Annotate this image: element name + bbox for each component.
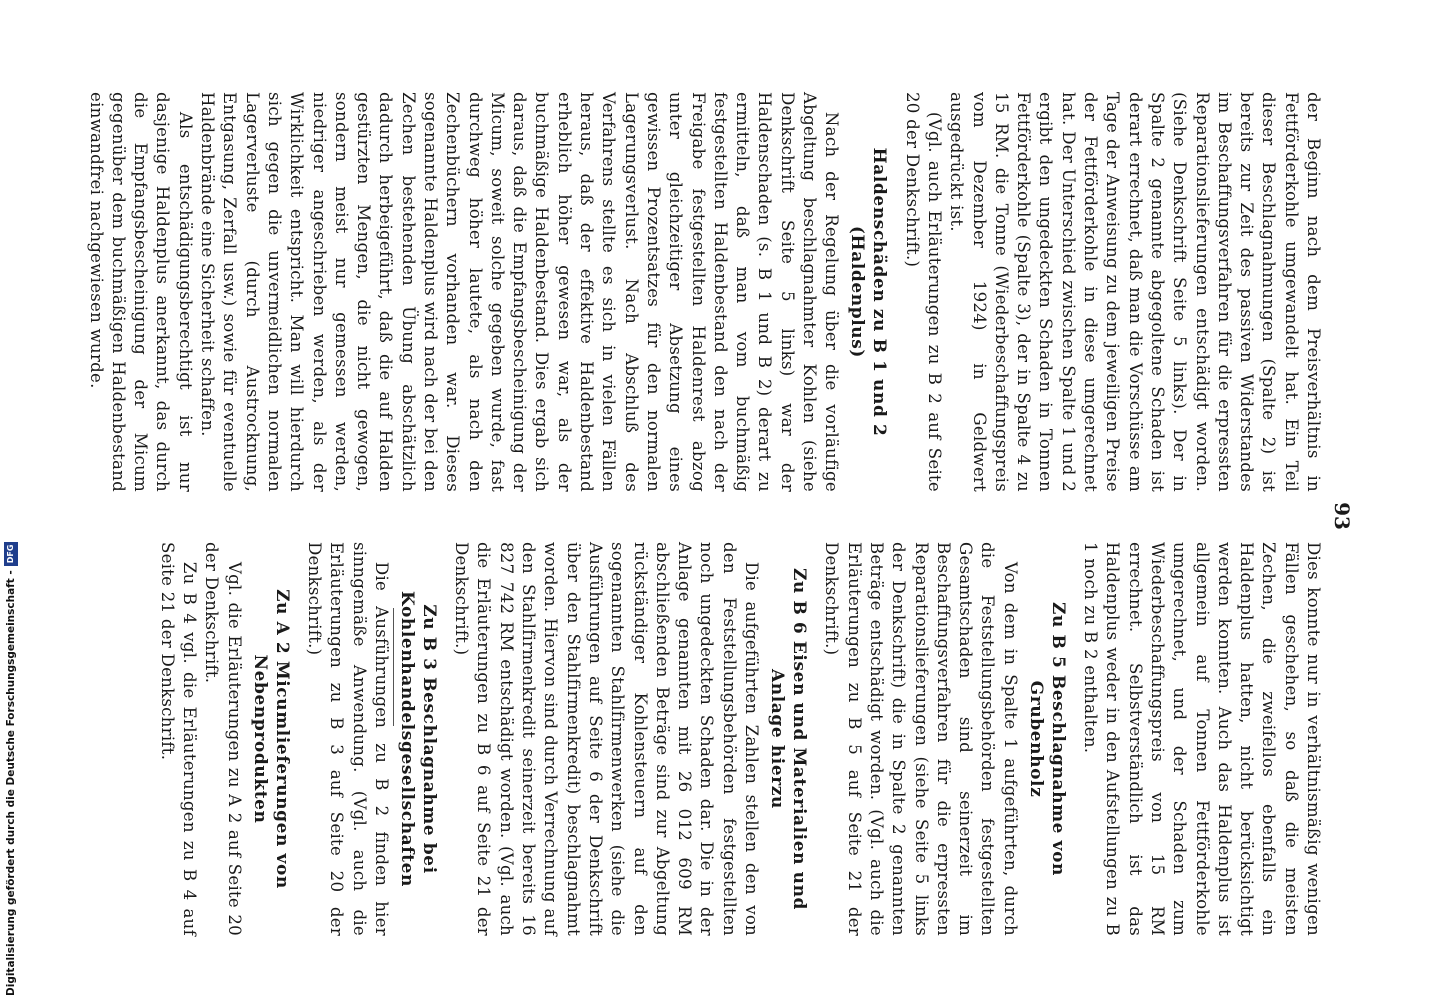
b5-paragraph: Von dem in Spalte 1 aufgeführten, durch die Feststellungsbehörden festgestellten Gesamtschaden sind seinerzeit im Beschaffungsverfahren für die erpressten Reparationslieferungen (siehe Seite 5 links der Denkschrift) die in Spalte 2 genannten Beträge entschädigt worden. (Vgl. auch die Erläuterungen zu B 5 auf Seite 21 der Denkschrift.) bbox=[822, 542, 1020, 936]
haldenschaeden-paragraph-1: Nach der Regelung über die vorläufige Abgeltung beschlagnahmter Kohlen (siehe Denkschrift Seite 5 links) war der Haldenschaden (s. B 1 und B 2) derart zu ermitteln, daß man vom buchmäßig festgestellten Haldenbestand den nach der Freigabe festgestellten Haldenrest abzog unter gleichzeitiger Absetzung eines gewissen Prozentsatzes für den normalen Lagerungsverlust. Nach Abschluß des Verfahrens stellte es sich in vielen Fällen heraus, daß der effektive Haldenbestand erheblich höher gewesen war, als der buchmäßige Haldenbestand. Dies ergab sich daraus, daß die Empfangsbescheinigung der Micum, soweit solche gegeben wurde, fast durchweg höher lautete, als nach den Zechenbüchern vorhanden war. Dieses sogenannte Haldenplus wird nach der bei den Zechen bestehenden Übung abschätzlich dadurch herbeigeführt, daß die auf Halden gestürzten Mengen, die nicht gewogen, sondern meist nur gemessen werden, niedriger angeschrieben werden, als der Wirklichkeit entspricht. Man will hierdurch sich gegen die unvermeidlichen normalen Lagerverluste (durch Austrocknung, Entgasung, Zerfall usw.) sowie für eventuelle Haldenbrände eine Sicherheit schaffen. bbox=[198, 92, 842, 492]
heading-b5: Zu B 5 Beschlagnahme von Grubenholz bbox=[1025, 602, 1068, 876]
left-intro-paragraph: der Beginn nach dem Preisverhältnis in Fettförderkohle umgewandelt hat. Ein Teil dieser Beschlagnahmungen (Spalte 2) ist bereits zur Zeit des passiven Widerstandes im Beschaffungsverfahren für die erpressten Reparationslieferungen entschädigt worden. (Siehe Denkschrift Seite 5 links). Der in Spalte 2 genannte abgegoltene Schaden ist derart errechnet, daß man die Vorschüsse am Tage der Anweisung zu dem jeweiligen Preise der Fettförderkohle in diese umgerechnet hat. Der Unterschied zwischen Spalte 1 und 2 ergibt den ungedeckten Schaden in Tonnen Fettförderkohle (Spalte 3), der in Spalte 4 zu 15 RM. die Tonne (Wiederbeschaffungspreis vom Dezember 1924) in Geldwert ausgedrückt ist. bbox=[947, 92, 1323, 492]
dfg-logo: DFG bbox=[4, 542, 18, 567]
margin-rule bbox=[393, 608, 394, 726]
a2-paragraph: Vgl. die Erläuterungen zu A 2 auf Seite 20 der Denkschrift. bbox=[202, 542, 244, 936]
credit-text: Digitalisierung gefördert durch die Deutsche Forschungsgemeinschaft - bbox=[5, 570, 17, 996]
heading-b6: Zu B 6 Eisen und Materialien und Anlage hierzu bbox=[767, 567, 810, 911]
heading-haldenschaeden: Haldenschäden zu B 1 und 2 (Haldenplus) bbox=[847, 147, 890, 437]
right-intro-paragraph: Dies konnte nur in verhältnismäßig wenigen Fällen geschehen, so daß die meisten Zechen, die zweifellos ebenfalls ein Haldenplus hatten, nicht berücksichtigt werden konnten. Auch das Haldenplus ist allgemein auf Tonnen Fettförderkohle umgerechnet, und der Schaden zum Wiederbeschaffungspreis von 15 RM errechnet. Selbstverständlich ist das Haldenplus weder in den Aufstellungen zu B 1 noch zu B 2 enthalten. bbox=[1081, 542, 1323, 936]
b3-paragraph: Die Ausführungen zu B 2 finden hier sinngemäße Anwendung. (Vgl. auch die Erläuterungen zu B 3 auf Seite 20 der Denkschrift.) bbox=[305, 542, 391, 936]
haldenschaeden-paragraph-2: Als entschädigungsberechtigt ist nur dasjenige Haldenplus anerkannt, das durch die Empfangsbescheinigung der Micum gegenüber dem buchmäßigen Haldenbestand einwandfrei nachgewiesen wurde. bbox=[86, 92, 195, 492]
b4-paragraph: Zu B 4 vgl. die Erläuterungen zu B 4 auf Seite 21 der Denkschrift. bbox=[157, 542, 200, 936]
b6-paragraph: Die aufgeführten Zahlen stellen den von den Feststellungsbehörden festgestellten noch ungedeckten Schaden dar. Die in der Anlage genannten mit 26 012 609 RM abschließenden Beträge sind zur Abgeltung rückständiger Kohlensteuern auf den sogenannten Stahlfirmenwerken (siehe die Ausführungen auf Seite 6 der Denkschrift über den Stahlfirmenkredit) beschlagnahmt worden. Hiervon sind durch Verrechnung auf den Stahlfirmenkredit seinerzeit bereits 16 827 742 RM entschädigt worden. (Vgl. auch die Erläuterungen zu B 6 auf Seite 21 der Denkschrift.) bbox=[452, 542, 762, 936]
heading-b3: Zu B 3 Beschlagnahme bei Kohlenhandelsgesellschaften bbox=[396, 590, 439, 888]
heading-a2: Zu A 2 Micumlieferungen von Nebenprodukten bbox=[249, 589, 292, 889]
left-reference-paragraph: (Vgl. auch Erläuterungen zu B 2 auf Seite 20 der Denkschrift.) bbox=[902, 92, 944, 492]
right-column bbox=[156, 542, 1324, 936]
left-column bbox=[84, 92, 1324, 492]
digitization-credit bbox=[4, 544, 18, 996]
page-number: 93 bbox=[1330, 502, 1354, 530]
